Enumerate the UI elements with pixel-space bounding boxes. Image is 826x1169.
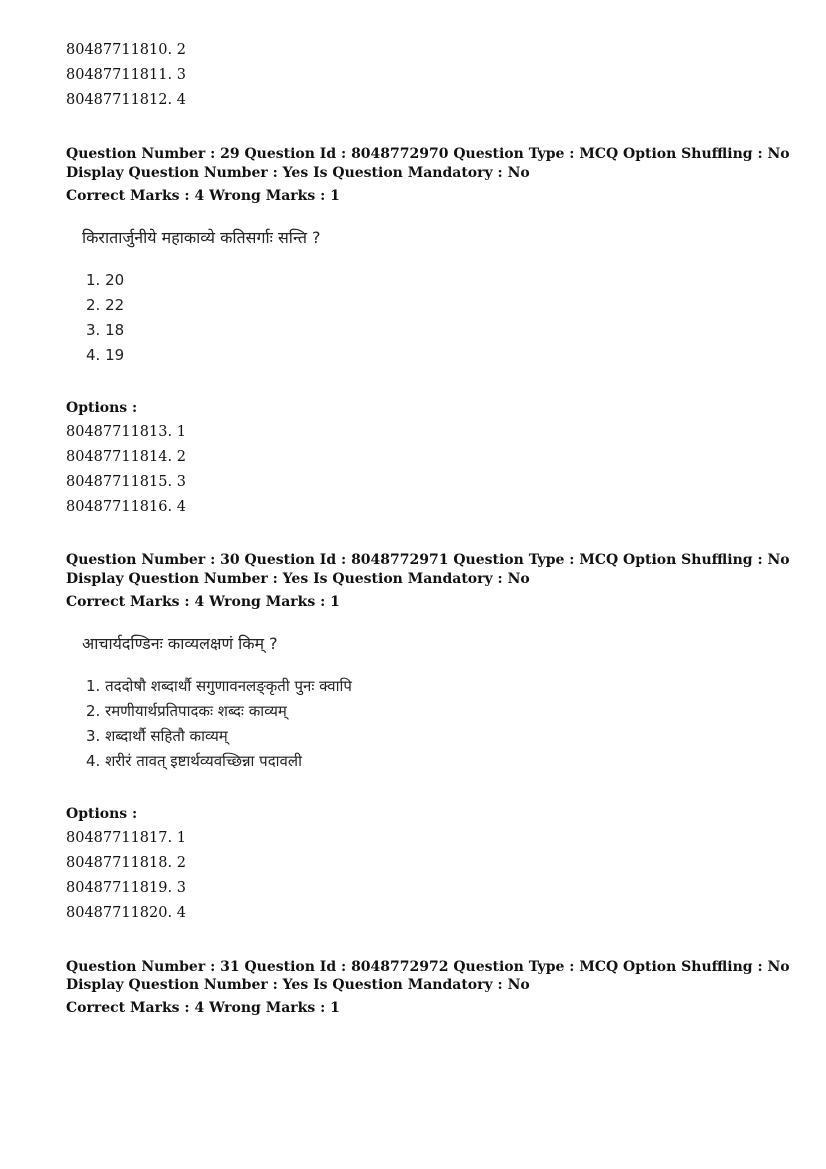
question-text: किरातार्जुनीये महाकाव्ये कतिसर्गाः सन्ति ?	[82, 228, 321, 247]
question-header: Question Number : 30 Question Id : 8048772971 Question Type : MCQ Option Shuffling : No	[66, 552, 790, 568]
option-id-line: 80487711818. 2	[66, 855, 186, 871]
option-id-line: 80487711814. 2	[66, 449, 186, 465]
question-header: Question Number : 29 Question Id : 8048772970 Question Type : MCQ Option Shuffling : No	[66, 146, 790, 162]
option-id-line: 80487711813. 1	[66, 424, 186, 440]
question-display-line: Display Question Number : Yes Is Question Mandatory : No	[66, 165, 530, 181]
option-id-line: 80487711811. 3	[66, 67, 186, 83]
option-id-line: 80487711820. 4	[66, 905, 186, 921]
options-label: Options :	[66, 400, 138, 416]
question-marks: Correct Marks : 4 Wrong Marks : 1	[66, 594, 340, 610]
option-id-line: 80487711815. 3	[66, 474, 186, 490]
answer-choice: 4. शरीरं तावत् इष्टार्थव्यवच्छिन्ना पदावली	[86, 752, 302, 770]
option-id-line: 80487711812. 4	[66, 92, 186, 108]
options-label: Options :	[66, 806, 138, 822]
answer-choice: 1. तददोषौ शब्दार्थौ सगुणावनलङ्कृती पुनः क्वापि	[86, 677, 352, 695]
option-id-line: 80487711816. 4	[66, 499, 186, 515]
option-id-line: 80487711817. 1	[66, 830, 186, 846]
answer-choice: 2. रमणीयार्थप्रतिपादकः शब्दः काव्यम्	[86, 702, 287, 720]
question-marks: Correct Marks : 4 Wrong Marks : 1	[66, 1000, 340, 1016]
question-marks: Correct Marks : 4 Wrong Marks : 1	[66, 188, 340, 204]
answer-choice: 4. 19	[86, 346, 125, 364]
option-id-line: 80487711810. 2	[66, 42, 186, 58]
question-display-line: Display Question Number : Yes Is Question Mandatory : No	[66, 977, 530, 993]
option-id-line: 80487711819. 3	[66, 880, 186, 896]
question-text: आचार्यदण्डिनः काव्यलक्षणं किम् ?	[82, 634, 278, 653]
answer-choice: 3. शब्दार्थौ सहितौ काव्यम्	[86, 727, 228, 745]
answer-choice: 2. 22	[86, 296, 125, 314]
question-header: Question Number : 31 Question Id : 8048772972 Question Type : MCQ Option Shuffling : No	[66, 959, 790, 975]
question-display-line: Display Question Number : Yes Is Question Mandatory : No	[66, 571, 530, 587]
answer-choice: 3. 18	[86, 321, 125, 339]
answer-choice: 1. 20	[86, 271, 125, 289]
